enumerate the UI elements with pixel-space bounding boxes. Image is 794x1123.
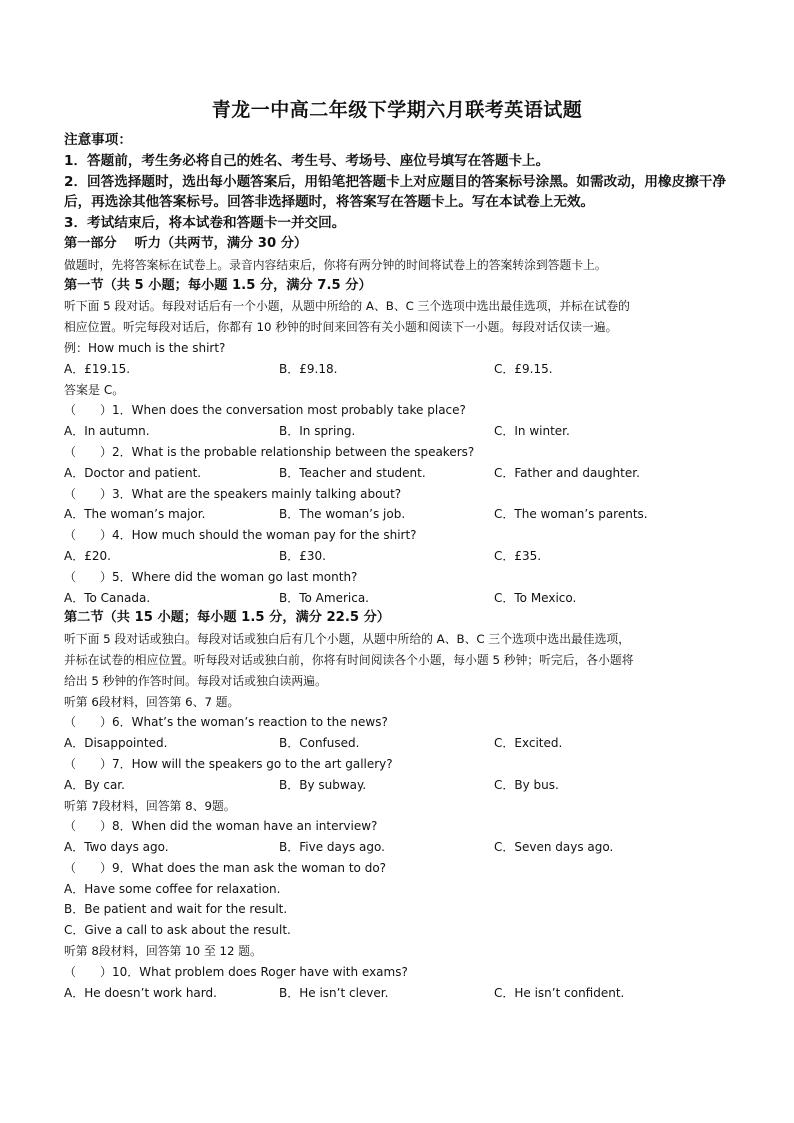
question-10-options [64,983,732,1004]
option-b: B．£9.18. [279,361,338,376]
question-4-options [64,546,732,567]
question-5: （ ）5．Where did the woman go last month? [64,569,358,584]
question-7-options [64,775,732,796]
question-1: （ ）1．When does the conversation most probably take place? [64,403,466,418]
question-9-option-c: C．Give a call to ask about the result. [64,923,291,938]
exam-content [64,130,732,1003]
option-a: A．The woman’s major. [64,507,206,522]
option-a: A．Doctor and patient. [64,465,202,480]
section1-instruction-1: 听下面 5 段对话。每段对话后有一个小题，从题中所给的 A、B、C 三个选项中选出最佳选项，并标在试卷的 [64,299,630,314]
option-a: A．£19.15. [64,361,131,376]
question-9-option-b: B．Be patient and wait for the result. [64,902,288,917]
option-b: B．£30. [279,548,326,563]
material-8-header: 听第 8段材料，回答第 10 至 12 题。 [64,944,262,959]
part1-intro: 做题时，先将答案标在试卷上。录音内容结束后，你将有两分钟的时间将试卷上的答案转涂到答题卡上。 [64,257,607,272]
question-3: （ ）3．What are the speakers mainly talking about? [64,486,402,501]
section2-instruction-3: 给出 5 秒钟的作答时间。每段对话或独白读两遍。 [64,673,327,688]
option-c: C．By bus. [494,777,559,792]
section2-instruction-2: 并标在试卷的相应位置。听每段对话或独白前，你将有时间阅读各个小题，每小题 5 秒钟；听完后，各小题将 [64,652,634,667]
question-4: （ ）4．How much should the woman pay for the shirt? [64,528,417,543]
section1-heading: 第一节（共 5 小题；每小题 1.5 分，满分 7.5 分） [64,277,372,293]
option-b: B．He isn’t clever. [279,985,389,1000]
material-6-header: 听第 6段材料，回答第 6、7 题。 [64,694,240,709]
material-7-header: 听第 7段材料，回答第 8、9题。 [64,798,236,813]
option-c: C．The woman’s parents. [494,507,648,522]
option-b: B．To America. [279,590,369,605]
question-7: （ ）7．How will the speakers go to the art gallery? [64,756,393,771]
notice-item-1: 1．答题前，考生务必将自己的姓名、考生号、考场号、座位号填写在答题卡上。 [64,152,550,169]
option-b: B．Teacher and student. [279,465,426,480]
option-b: B．Five days ago. [279,840,385,855]
option-a: A．Two days ago. [64,840,169,855]
question-8-options [64,837,732,858]
question-2-options [64,463,732,484]
option-c: C．In winter. [494,424,570,439]
option-c: C．£35. [494,548,542,563]
page-title: 青龙一中高二年级下学期六月联考英语试题 [211,99,583,121]
option-b: B．In spring. [279,424,356,439]
notice-item-3: 3．考试结束后，将本试卷和答题卡一并交回。 [64,215,346,232]
question-5-options [64,588,732,609]
option-c: C．Seven days ago. [494,840,614,855]
option-b: B．By subway. [279,777,367,792]
question-6: （ ）6．What’s the woman’s reaction to the news? [64,715,388,730]
question-9: （ ）9．What does the man ask the woman to do? [64,860,387,875]
example-answer: 答案是 C。 [64,382,125,397]
question-6-options [64,733,732,754]
example-options [64,359,732,380]
option-a: A．By car. [64,777,125,792]
section1-instruction-2: 相应位置。听完每段对话后，你都有 10 秒钟的时间来回答有关小题和阅读下一小题。每段对话仅读一遍。 [64,320,618,335]
option-a: A．£20. [64,548,111,563]
section2-heading: 第二节（共 15 小题；每小题 1.5 分，满分 22.5 分） [64,610,390,626]
option-c: C．To Mexico. [494,590,577,605]
option-c: C．£9.15. [494,361,553,376]
option-c: C．Excited. [494,736,563,751]
question-1-options [64,421,732,442]
question-3-options [64,504,732,525]
part1-heading: 第一部分 听力（共两节，满分 30 分） [64,235,308,251]
option-a: A．To Canada. [64,590,151,605]
question-9-option-a: A．Have some coffee for relaxation. [64,881,281,896]
option-a: A．In autumn. [64,424,150,439]
option-a: A．Disappointed. [64,736,168,751]
option-a: A．He doesn’t work hard. [64,985,217,1000]
section2-instruction-1: 听下面 5 段对话或独白。每段对话或独白后有几个小题，从题中所给的 A、B、C 三个选项中选出最佳选项， [64,632,630,647]
option-b: B．The woman’s job. [279,507,406,522]
option-b: B．Confused. [279,736,360,751]
question-2: （ ）2．What is the probable relationship between the speakers? [64,444,475,459]
notice-heading: 注意事项： [64,132,132,148]
question-8: （ ）8．When did the woman have an interview? [64,819,378,834]
option-c: C．Father and daughter. [494,465,640,480]
option-c: C．He isn’t confident. [494,985,625,1000]
example-question: 例：How much is the shirt? [64,340,226,355]
notice-item-2: 2．回答选择题时，选出每小题答案后，用铅笔把答题卡上对应题目的答案标号涂黑。如需改动，用橡皮擦干净后，再选涂其他答案标号。回答非选择题时，将答案写在答题卡上。写在本试卷上无效。 [64,173,726,211]
question-10: （ ）10．What problem does Roger have with exams? [64,964,408,979]
